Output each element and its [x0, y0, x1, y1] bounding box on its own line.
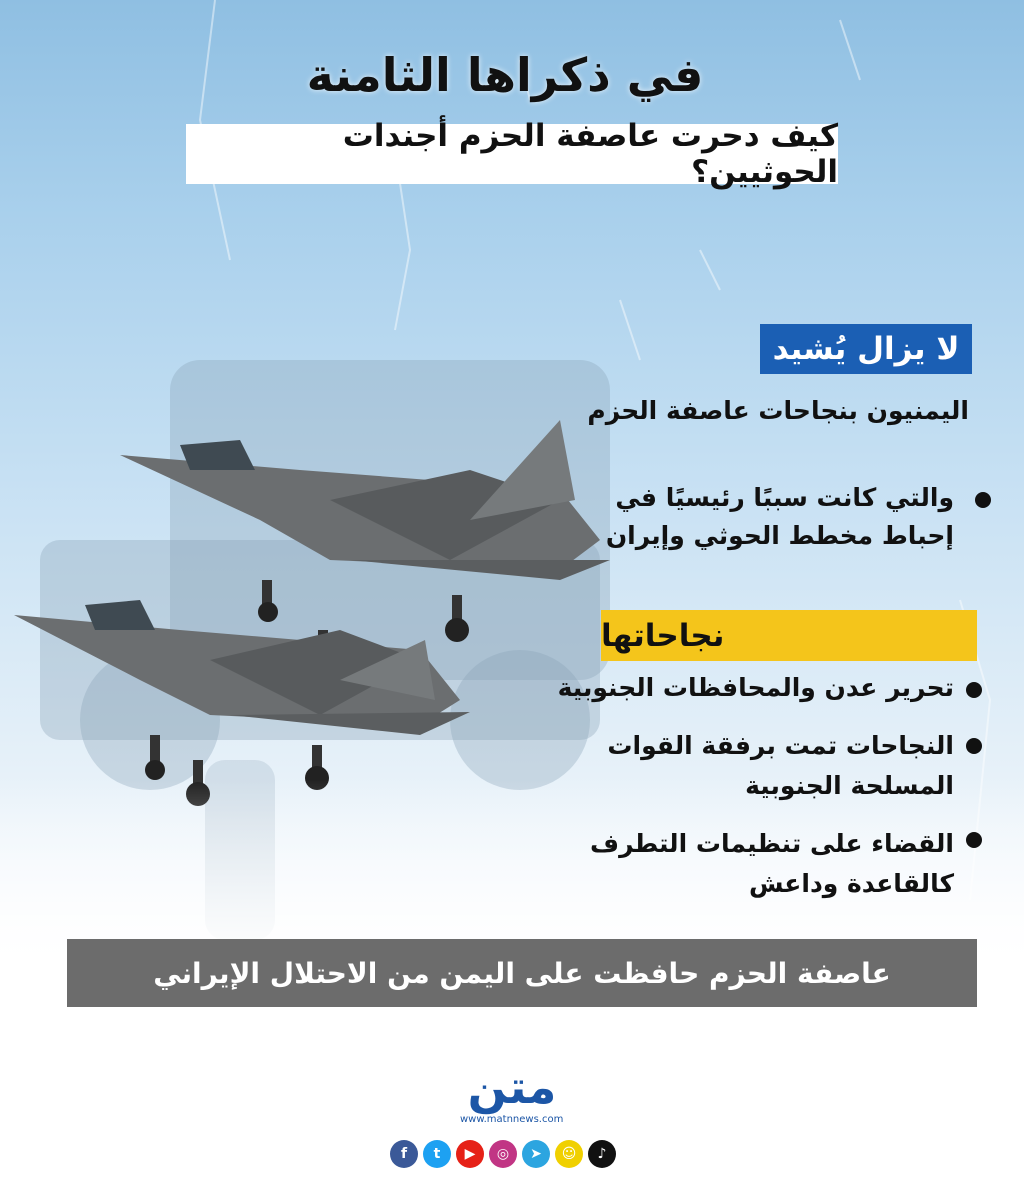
- section-label-successes: نجاحاتها: [601, 610, 977, 661]
- subtitle-box: [186, 118, 838, 190]
- bullet-dot: [966, 832, 982, 848]
- success-item-2-line1: النجاحات تمت برفقة القوات: [607, 731, 954, 760]
- twitter-icon[interactable]: t: [423, 1140, 451, 1168]
- social-icons-row: [390, 1140, 616, 1170]
- praise-line: اليمنيون بنجاحات عاصفة الحزم: [587, 396, 969, 425]
- bullet-dot: [966, 682, 982, 698]
- snapchat-icon[interactable]: ☺: [555, 1140, 583, 1168]
- telegram-icon[interactable]: ➤: [522, 1140, 550, 1168]
- facebook-icon[interactable]: f: [390, 1140, 418, 1168]
- logo-text: متن: [467, 1060, 557, 1114]
- success-item-3-line2: كالقاعدة وداعش: [748, 869, 954, 898]
- tiktok-icon[interactable]: ♪: [588, 1140, 616, 1168]
- main-title: في ذكراها الثامنة: [306, 48, 704, 102]
- bullet-text-line1: والتي كانت سببًا رئيسيًا في: [615, 483, 954, 512]
- bullet-dot: [975, 492, 991, 508]
- success-item-1: تحرير عدن والمحافظات الجنوبية: [557, 673, 954, 702]
- matn-logo: [440, 1060, 584, 1128]
- subtitle-text: كيف دحرت عاصفة الحزم أجندات الحوثيين؟: [342, 118, 838, 190]
- youtube-icon[interactable]: ▶: [456, 1140, 484, 1168]
- logo-url: www.matnnews.com: [460, 1114, 564, 1125]
- section-label-praise: لا يزال يُشيد: [760, 324, 972, 374]
- bullet-text-line2: إحباط مخطط الحوثي وإيران: [605, 521, 954, 550]
- bottom-banner: [67, 939, 977, 1007]
- instagram-icon[interactable]: ◎: [489, 1140, 517, 1168]
- success-item-3-line1: القضاء على تنظيمات التطرف: [590, 829, 954, 858]
- bottom-banner-text: عاصفة الحزم حافظت على اليمن من الاحتلال الإيراني: [153, 956, 891, 990]
- bullet-dot: [966, 738, 982, 754]
- success-item-2-line2: المسلحة الجنوبية: [745, 771, 954, 800]
